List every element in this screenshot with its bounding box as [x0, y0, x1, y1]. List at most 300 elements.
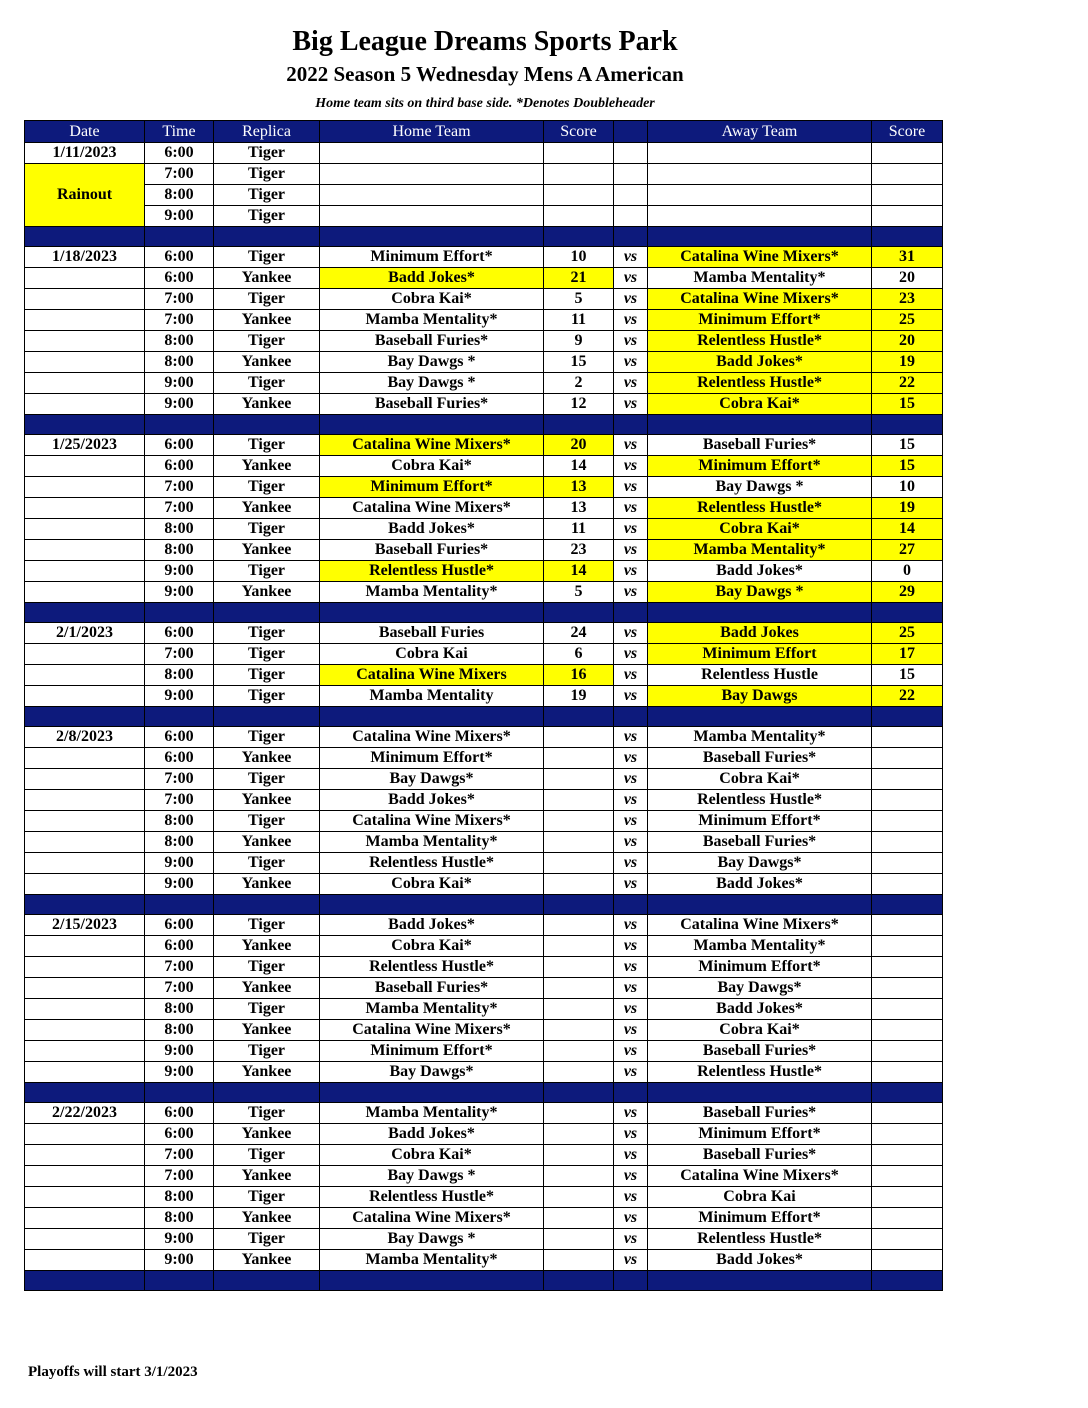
home-score-cell [544, 978, 614, 999]
away-team-cell: Minimum Effort [648, 644, 872, 665]
vs-cell: vs [614, 1187, 648, 1208]
vs-cell: vs [614, 498, 648, 519]
time-cell: 8:00 [145, 1208, 214, 1229]
home-team-cell: Bay Dawgs * [320, 352, 544, 373]
table-row [25, 331, 943, 352]
table-row [25, 1208, 943, 1229]
home-score-cell: 10 [544, 247, 614, 268]
table-row [25, 435, 943, 456]
time-cell: 6:00 [145, 143, 214, 164]
table-row [25, 289, 943, 310]
separator-cell [614, 603, 648, 623]
vs-cell: vs [614, 915, 648, 936]
home-score-cell: 19 [544, 686, 614, 707]
home-score-cell [544, 1166, 614, 1187]
date-cell [25, 289, 145, 310]
home-team-cell: Bay Dawgs* [320, 769, 544, 790]
home-score-cell [544, 1103, 614, 1124]
away-team-cell: Badd Jokes* [648, 352, 872, 373]
table-row [25, 727, 943, 748]
separator-cell [614, 1083, 648, 1103]
table-row [25, 582, 943, 603]
separator-cell [648, 895, 872, 915]
field-cell: Tiger [214, 477, 320, 498]
away-team-cell [648, 143, 872, 164]
week-separator [25, 415, 943, 435]
col-away-team-header: Away Team [648, 121, 872, 143]
separator-cell [145, 603, 214, 623]
home-team-cell: Relentless Hustle* [320, 561, 544, 582]
time-cell: 7:00 [145, 1166, 214, 1187]
away-score-cell: 23 [872, 289, 943, 310]
home-team-cell: Cobra Kai* [320, 456, 544, 477]
away-team-cell: Cobra Kai* [648, 394, 872, 415]
time-cell: 9:00 [145, 206, 214, 227]
field-cell: Tiger [214, 519, 320, 540]
field-cell: Tiger [214, 206, 320, 227]
vs-cell: vs [614, 477, 648, 498]
away-team-cell: Bay Dawgs * [648, 477, 872, 498]
separator-cell [872, 603, 943, 623]
away-score-cell [872, 1145, 943, 1166]
field-cell: Yankee [214, 1020, 320, 1041]
separator-cell [872, 415, 943, 435]
time-cell: 8:00 [145, 331, 214, 352]
separator-cell [544, 707, 614, 727]
home-team-cell: Mamba Mentality* [320, 832, 544, 853]
away-team-cell: Bay Dawgs * [648, 582, 872, 603]
vs-cell: vs [614, 561, 648, 582]
schedule-table [24, 120, 943, 1291]
date-cell [25, 686, 145, 707]
table-row [25, 1041, 943, 1062]
field-cell: Yankee [214, 790, 320, 811]
away-score-cell: 22 [872, 373, 943, 394]
away-team-cell: Cobra Kai* [648, 769, 872, 790]
away-score-cell [872, 1041, 943, 1062]
home-score-cell [544, 1208, 614, 1229]
away-team-cell: Baseball Furies* [648, 1041, 872, 1062]
away-score-cell [872, 978, 943, 999]
separator-cell [614, 707, 648, 727]
away-team-cell: Mamba Mentality* [648, 540, 872, 561]
field-cell: Tiger [214, 915, 320, 936]
time-cell: 8:00 [145, 665, 214, 686]
time-cell: 7:00 [145, 477, 214, 498]
separator-cell [25, 603, 145, 623]
vs-cell: vs [614, 978, 648, 999]
away-team-cell: Bay Dawgs* [648, 853, 872, 874]
vs-cell: vs [614, 310, 648, 331]
field-cell: Tiger [214, 999, 320, 1020]
away-team-cell: Baseball Furies* [648, 748, 872, 769]
away-score-cell [872, 936, 943, 957]
field-cell: Yankee [214, 748, 320, 769]
home-score-cell [544, 1062, 614, 1083]
away-score-cell [872, 790, 943, 811]
away-team-cell: Minimum Effort* [648, 310, 872, 331]
time-cell: 7:00 [145, 310, 214, 331]
away-score-cell: 25 [872, 623, 943, 644]
home-team-cell [320, 206, 544, 227]
away-score-cell: 10 [872, 477, 943, 498]
home-score-cell: 14 [544, 561, 614, 582]
vs-cell: vs [614, 853, 648, 874]
date-cell [25, 936, 145, 957]
time-cell: 8:00 [145, 811, 214, 832]
vs-cell: vs [614, 957, 648, 978]
field-cell: Tiger [214, 164, 320, 185]
date-cell [25, 268, 145, 289]
away-team-cell: Mamba Mentality* [648, 727, 872, 748]
date-cell [25, 1229, 145, 1250]
field-cell: Tiger [214, 727, 320, 748]
separator-cell [214, 227, 320, 247]
away-score-cell [872, 915, 943, 936]
time-cell: 8:00 [145, 185, 214, 206]
table-row [25, 498, 943, 519]
vs-cell: vs [614, 790, 648, 811]
separator-cell [320, 415, 544, 435]
time-cell: 6:00 [145, 456, 214, 477]
home-team-cell: Mamba Mentality [320, 686, 544, 707]
away-score-cell [872, 1208, 943, 1229]
home-score-cell [544, 164, 614, 185]
time-cell: 6:00 [145, 247, 214, 268]
field-cell: Tiger [214, 247, 320, 268]
separator-cell [648, 1083, 872, 1103]
home-score-cell: 13 [544, 498, 614, 519]
away-team-cell: Relentless Hustle* [648, 331, 872, 352]
away-team-cell: Badd Jokes [648, 623, 872, 644]
separator-cell [145, 227, 214, 247]
away-score-cell: 15 [872, 394, 943, 415]
away-score-cell: 15 [872, 665, 943, 686]
table-row [25, 540, 943, 561]
away-score-cell [872, 1229, 943, 1250]
separator-cell [614, 1271, 648, 1291]
table-row [25, 206, 943, 227]
table-row [25, 1166, 943, 1187]
separator-cell [25, 415, 145, 435]
field-cell: Yankee [214, 978, 320, 999]
away-team-cell: Minimum Effort* [648, 811, 872, 832]
away-score-cell [872, 874, 943, 895]
time-cell: 7:00 [145, 164, 214, 185]
time-cell: 7:00 [145, 957, 214, 978]
home-score-cell [544, 748, 614, 769]
vs-cell: vs [614, 1041, 648, 1062]
date-cell [25, 769, 145, 790]
vs-cell: vs [614, 373, 648, 394]
time-cell: 6:00 [145, 1124, 214, 1145]
time-cell: 9:00 [145, 561, 214, 582]
home-score-cell: 11 [544, 310, 614, 331]
separator-cell [320, 1083, 544, 1103]
field-cell: Yankee [214, 1166, 320, 1187]
home-team-cell: Bay Dawgs * [320, 373, 544, 394]
away-team-cell: Relentless Hustle* [648, 498, 872, 519]
away-team-cell: Minimum Effort* [648, 1124, 872, 1145]
away-score-cell: 19 [872, 352, 943, 373]
home-score-cell [544, 1250, 614, 1271]
away-team-cell: Catalina Wine Mixers* [648, 1166, 872, 1187]
date-cell [25, 373, 145, 394]
home-team-cell: Relentless Hustle* [320, 853, 544, 874]
home-team-cell: Cobra Kai* [320, 936, 544, 957]
playoffs-note: Playoffs will start 3/1/2023 [28, 1364, 198, 1380]
home-score-cell: 11 [544, 519, 614, 540]
table-row [25, 957, 943, 978]
separator-cell [544, 227, 614, 247]
home-score-cell: 14 [544, 456, 614, 477]
vs-cell: vs [614, 936, 648, 957]
vs-cell: vs [614, 686, 648, 707]
away-score-cell [872, 999, 943, 1020]
home-score-cell [544, 206, 614, 227]
time-cell: 6:00 [145, 623, 214, 644]
time-cell: 6:00 [145, 727, 214, 748]
away-score-cell [872, 811, 943, 832]
vs-cell: vs [614, 623, 648, 644]
vs-cell: vs [614, 1145, 648, 1166]
date-cell [25, 1062, 145, 1083]
home-score-cell [544, 1229, 614, 1250]
home-score-cell [544, 143, 614, 164]
separator-cell [648, 415, 872, 435]
separator-cell [320, 227, 544, 247]
date-cell: 1/25/2023 [25, 435, 145, 456]
away-team-cell: Relentless Hustle* [648, 1062, 872, 1083]
separator-cell [320, 895, 544, 915]
table-row [25, 310, 943, 331]
table-row [25, 1250, 943, 1271]
page-note: Home team sits on third base side. *Denotes Doubleheader [315, 96, 655, 111]
away-team-cell: Mamba Mentality* [648, 268, 872, 289]
time-cell: 7:00 [145, 1145, 214, 1166]
home-team-cell [320, 164, 544, 185]
away-score-cell [872, 164, 943, 185]
vs-cell: vs [614, 769, 648, 790]
away-team-cell: Relentless Hustle* [648, 373, 872, 394]
home-score-cell [544, 853, 614, 874]
date-cell [25, 352, 145, 373]
table-row [25, 456, 943, 477]
table-row [25, 811, 943, 832]
vs-cell: vs [614, 331, 648, 352]
home-team-cell: Catalina Wine Mixers* [320, 811, 544, 832]
home-team-cell: Minimum Effort* [320, 477, 544, 498]
home-team-cell: Cobra Kai [320, 644, 544, 665]
field-cell: Tiger [214, 1229, 320, 1250]
home-score-cell: 15 [544, 352, 614, 373]
home-score-cell: 9 [544, 331, 614, 352]
home-team-cell [320, 143, 544, 164]
field-cell: Yankee [214, 936, 320, 957]
home-team-cell: Catalina Wine Mixers* [320, 727, 544, 748]
date-cell [25, 874, 145, 895]
separator-cell [145, 895, 214, 915]
away-score-cell: 14 [872, 519, 943, 540]
home-team-cell: Cobra Kai* [320, 874, 544, 895]
separator-cell [214, 1271, 320, 1291]
away-score-cell [872, 1250, 943, 1271]
time-cell: 9:00 [145, 1250, 214, 1271]
away-team-cell: Catalina Wine Mixers* [648, 247, 872, 268]
home-score-cell: 24 [544, 623, 614, 644]
vs-cell: vs [614, 582, 648, 603]
separator-cell [320, 603, 544, 623]
home-team-cell: Catalina Wine Mixers* [320, 1020, 544, 1041]
field-cell: Tiger [214, 623, 320, 644]
field-cell: Tiger [214, 686, 320, 707]
field-cell: Yankee [214, 268, 320, 289]
away-team-cell: Badd Jokes* [648, 874, 872, 895]
home-team-cell: Cobra Kai* [320, 289, 544, 310]
date-cell [25, 957, 145, 978]
field-cell: Yankee [214, 352, 320, 373]
home-score-cell [544, 1041, 614, 1062]
field-cell: Tiger [214, 853, 320, 874]
time-cell: 9:00 [145, 853, 214, 874]
home-team-cell: Mamba Mentality* [320, 999, 544, 1020]
away-team-cell [648, 185, 872, 206]
away-team-cell [648, 164, 872, 185]
field-cell: Tiger [214, 1187, 320, 1208]
date-cell [25, 748, 145, 769]
away-score-cell: 0 [872, 561, 943, 582]
time-cell: 8:00 [145, 999, 214, 1020]
vs-cell [614, 185, 648, 206]
vs-cell: vs [614, 1166, 648, 1187]
away-team-cell: Catalina Wine Mixers* [648, 915, 872, 936]
table-row [25, 623, 943, 644]
away-score-cell [872, 727, 943, 748]
away-score-cell [872, 206, 943, 227]
home-score-cell: 20 [544, 435, 614, 456]
table-row [25, 519, 943, 540]
page-title: Big League Dreams Sports Park [292, 26, 678, 57]
away-team-cell: Baseball Furies* [648, 832, 872, 853]
separator-cell [614, 227, 648, 247]
date-cell: 2/8/2023 [25, 727, 145, 748]
date-cell [25, 519, 145, 540]
date-cell [25, 790, 145, 811]
home-team-cell: Catalina Wine Mixers [320, 665, 544, 686]
away-team-cell [648, 206, 872, 227]
vs-cell: vs [614, 999, 648, 1020]
separator-cell [544, 603, 614, 623]
date-cell [25, 665, 145, 686]
time-cell: 6:00 [145, 936, 214, 957]
separator-cell [25, 707, 145, 727]
table-row [25, 999, 943, 1020]
date-cell [25, 832, 145, 853]
time-cell: 7:00 [145, 644, 214, 665]
field-cell: Tiger [214, 1041, 320, 1062]
home-team-cell: Cobra Kai* [320, 1145, 544, 1166]
home-score-cell: 5 [544, 582, 614, 603]
date-cell [25, 1041, 145, 1062]
time-cell: 7:00 [145, 498, 214, 519]
home-score-cell [544, 790, 614, 811]
away-score-cell: 15 [872, 435, 943, 456]
home-score-cell: 13 [544, 477, 614, 498]
week-separator [25, 1271, 943, 1291]
vs-cell [614, 164, 648, 185]
away-team-cell: Cobra Kai* [648, 1020, 872, 1041]
home-team-cell: Baseball Furies* [320, 978, 544, 999]
home-team-cell: Badd Jokes* [320, 790, 544, 811]
separator-cell [614, 895, 648, 915]
separator-cell [544, 1271, 614, 1291]
home-team-cell: Baseball Furies* [320, 331, 544, 352]
away-score-cell [872, 769, 943, 790]
away-team-cell: Baseball Furies* [648, 1145, 872, 1166]
away-score-cell [872, 1187, 943, 1208]
away-team-cell: Minimum Effort* [648, 456, 872, 477]
home-team-cell: Bay Dawgs* [320, 1062, 544, 1083]
away-score-cell [872, 853, 943, 874]
date-cell: 2/22/2023 [25, 1103, 145, 1124]
table-row [25, 477, 943, 498]
time-cell: 6:00 [145, 435, 214, 456]
separator-cell [614, 415, 648, 435]
away-score-cell: 31 [872, 247, 943, 268]
vs-cell [614, 206, 648, 227]
time-cell: 9:00 [145, 1041, 214, 1062]
separator-cell [544, 1083, 614, 1103]
field-cell: Tiger [214, 1145, 320, 1166]
away-team-cell: Cobra Kai [648, 1187, 872, 1208]
time-cell: 9:00 [145, 1229, 214, 1250]
time-cell: 7:00 [145, 289, 214, 310]
separator-cell [648, 707, 872, 727]
away-team-cell: Mamba Mentality* [648, 936, 872, 957]
time-cell: 9:00 [145, 582, 214, 603]
home-score-cell [544, 999, 614, 1020]
field-cell: Tiger [214, 185, 320, 206]
week-separator [25, 895, 943, 915]
vs-cell: vs [614, 456, 648, 477]
field-cell: Tiger [214, 769, 320, 790]
field-cell: Yankee [214, 1250, 320, 1271]
time-cell: 7:00 [145, 769, 214, 790]
separator-cell [544, 895, 614, 915]
away-team-cell: Badd Jokes* [648, 1250, 872, 1271]
col-home-score-header: Score [544, 121, 614, 143]
vs-cell: vs [614, 1103, 648, 1124]
away-team-cell: Minimum Effort* [648, 1208, 872, 1229]
time-cell: 8:00 [145, 540, 214, 561]
date-cell [25, 310, 145, 331]
date-cell [25, 1208, 145, 1229]
date-cell [25, 978, 145, 999]
home-score-cell [544, 1187, 614, 1208]
separator-cell [320, 707, 544, 727]
home-team-cell: Bay Dawgs * [320, 1166, 544, 1187]
separator-cell [648, 603, 872, 623]
vs-cell: vs [614, 1124, 648, 1145]
schedule-body [25, 143, 943, 1291]
time-cell: 8:00 [145, 519, 214, 540]
table-row [25, 1145, 943, 1166]
table-row [25, 373, 943, 394]
time-cell: 7:00 [145, 978, 214, 999]
week-separator [25, 227, 943, 247]
away-score-cell [872, 832, 943, 853]
away-team-cell: Badd Jokes* [648, 561, 872, 582]
